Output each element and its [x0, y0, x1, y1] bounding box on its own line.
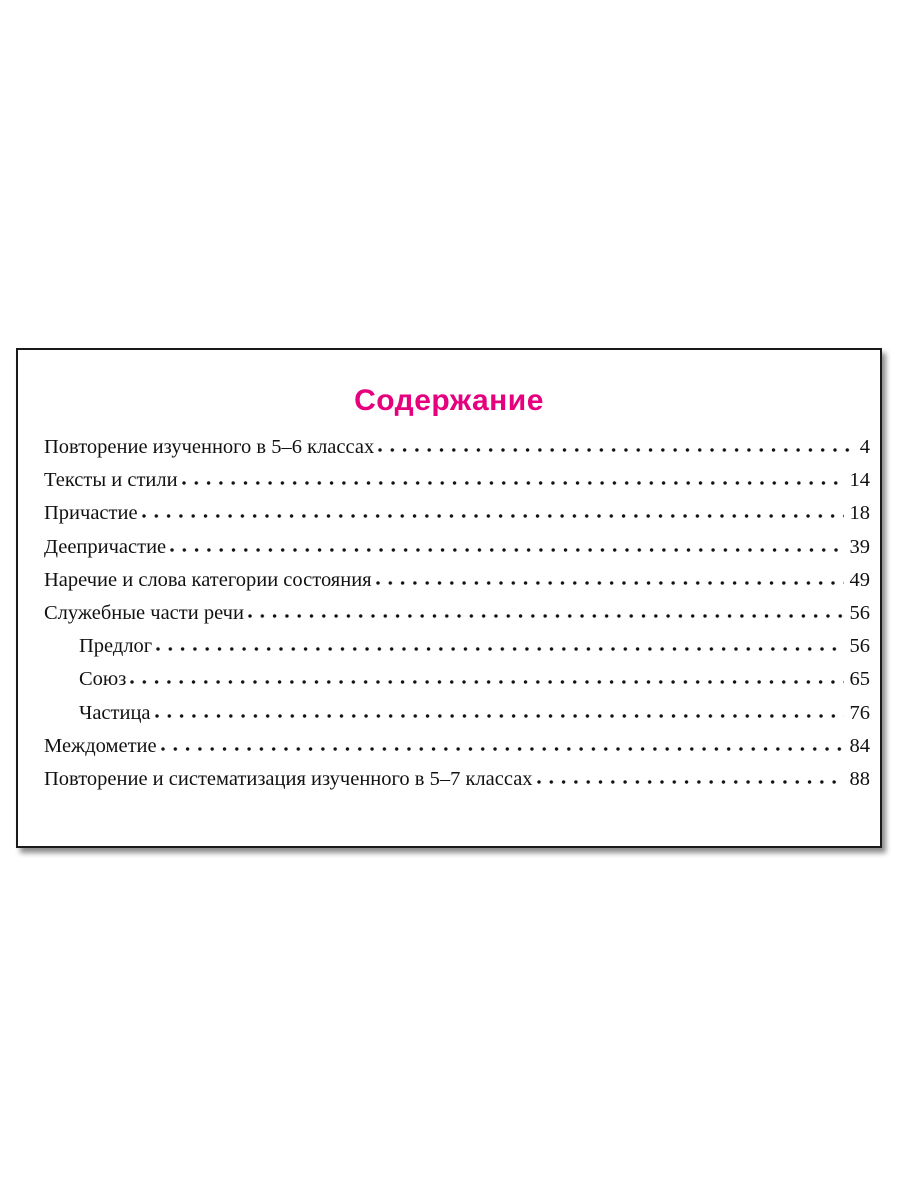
toc-entry-label: Повторение и систематизация изученного в 5–7 классах: [44, 767, 533, 790]
toc-entry-page: 49: [849, 568, 870, 591]
toc-dot-leader: [161, 747, 844, 752]
toc-entry[interactable]: [44, 602, 870, 635]
toc-entry-page: 14: [849, 469, 870, 492]
toc-entry-page: 4: [859, 436, 870, 458]
toc-entry[interactable]: [44, 735, 870, 768]
toc-entry[interactable]: [44, 469, 870, 502]
toc-entry-page: 39: [849, 535, 870, 558]
toc-entry-page: 18: [849, 502, 870, 525]
toc-entry[interactable]: [44, 502, 870, 535]
toc-entry[interactable]: [44, 768, 870, 801]
toc-entry-label: Междометие: [44, 734, 157, 757]
toc-entry-label: Деепричастие: [44, 535, 167, 558]
toc-entry[interactable]: [44, 536, 870, 569]
toc-entry-page: 88: [849, 767, 870, 790]
toc-entry-page: 65: [849, 668, 870, 691]
toc-entry-label: Частица: [79, 701, 151, 724]
toc-dot-leader: [155, 714, 844, 719]
toc-dot-leader: [142, 514, 844, 519]
toc-dot-leader: [248, 614, 844, 619]
toc-entry-page: 56: [849, 601, 870, 624]
toc-entry-page: 76: [849, 701, 870, 724]
toc-entry-page: 84: [849, 734, 870, 757]
toc-entry-label: Причастие: [44, 502, 138, 525]
toc-dot-leader: [130, 680, 843, 685]
toc-subentry[interactable]: [44, 668, 870, 701]
toc-entry-page: 56: [849, 635, 870, 658]
toc-dot-leader: [537, 780, 844, 785]
toc-entry[interactable]: [44, 436, 870, 469]
toc-entry[interactable]: [44, 569, 870, 602]
toc-entry-label: Предлог: [79, 635, 153, 658]
toc-dot-leader: [182, 481, 844, 486]
toc-list: [44, 436, 870, 801]
toc-entry-label: Повторение изученного в 5–6 классах: [44, 436, 375, 458]
toc-entry-label: Союз: [79, 668, 127, 691]
toc-title: Содержание: [354, 384, 544, 417]
toc-entry-label: Служебные части речи: [44, 601, 244, 624]
toc-entry-label: Тексты и стили: [44, 469, 178, 492]
toc-entry-label: Наречие и слова категории состояния: [44, 568, 372, 591]
toc-dot-leader: [378, 448, 852, 453]
toc-dot-leader: [156, 647, 843, 652]
table-of-contents-card: [16, 348, 882, 848]
toc-subentry[interactable]: [44, 635, 870, 668]
toc-dot-leader: [170, 548, 843, 553]
toc-dot-leader: [376, 581, 844, 586]
toc-subentry[interactable]: [44, 702, 870, 735]
